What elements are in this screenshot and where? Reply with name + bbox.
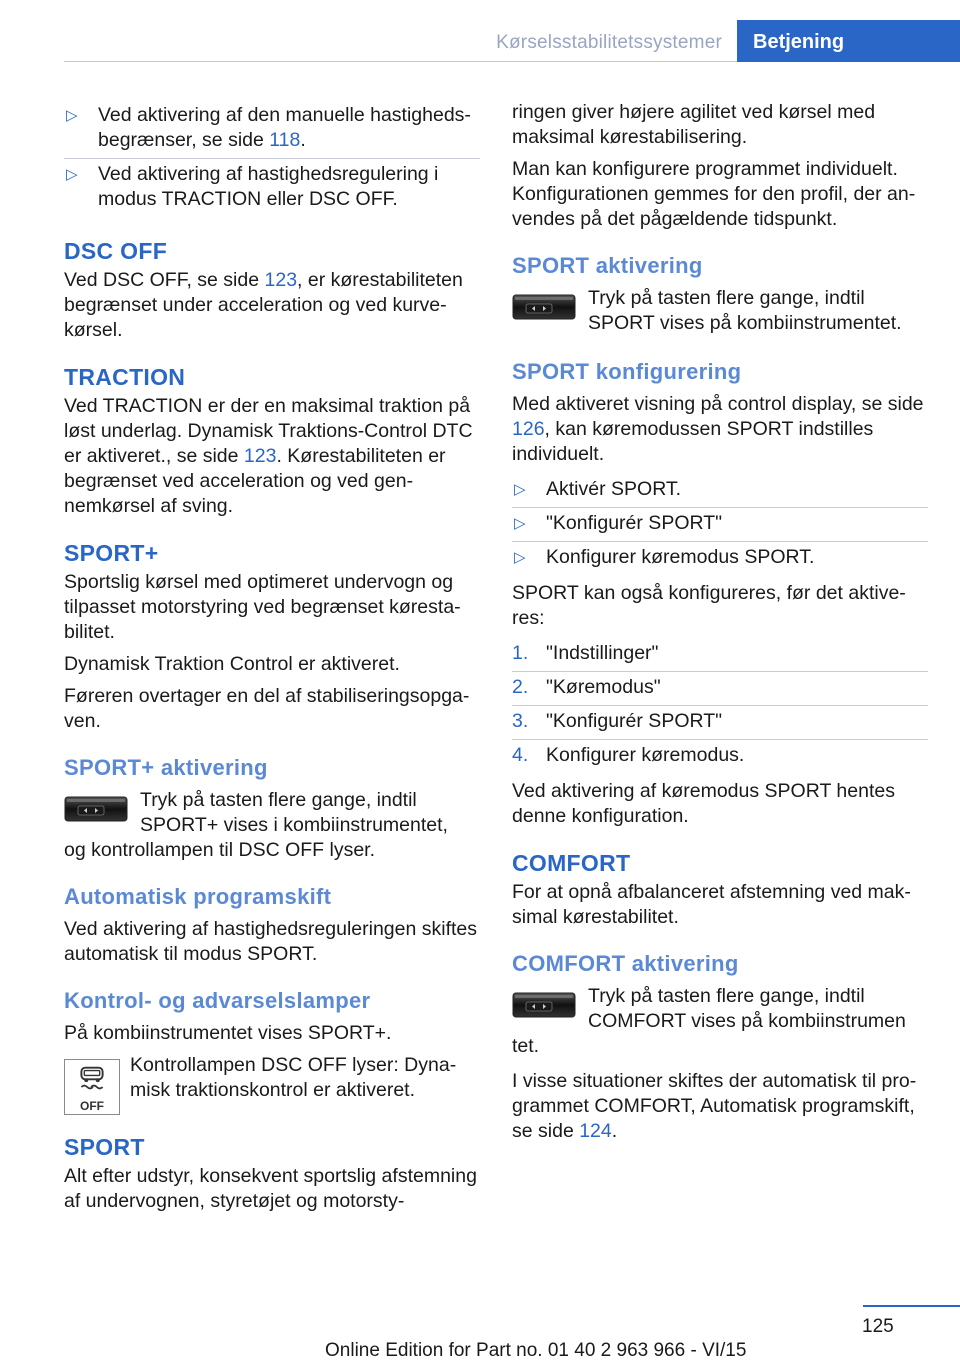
speed-limiter-bullets xyxy=(64,100,480,217)
comfort-activation-row xyxy=(512,984,928,1059)
triangle-right-icon: ▷ xyxy=(66,107,78,124)
list-item: 3. "Konfigurér SPORT" xyxy=(512,706,928,740)
sport-config-steps xyxy=(512,638,928,773)
heading-auto-program-shift: Automatisk programskift xyxy=(64,884,332,909)
sport-activation-text: Tryk på tasten flere gange, indtil SPORT vises på kombiinstrumentet. xyxy=(588,287,902,334)
heading-sport-config: SPORT konfigurering xyxy=(512,359,742,384)
triangle-right-icon: ▷ xyxy=(66,166,78,183)
sport-plus-driver-text: Føreren overtager en del af stabiliseringsopgaven. xyxy=(64,685,470,732)
auto-program-shift-text: Ved aktivering af hastighedsreguleringen skiftes automatisk til modus SPORT. xyxy=(64,918,478,965)
left-column xyxy=(64,100,480,1221)
header-chapter-tab[interactable]: Betjening xyxy=(737,20,960,62)
configure-program-text: Man kan konfigurere programmet individuelt. Konfigurationen gemmes for den profil, der anvendes på det pågældende tidspunkt. xyxy=(512,158,916,230)
page-link-124[interactable]: 124 xyxy=(579,1120,612,1142)
warning-lamps-text: På kombiinstrumentet vises SPORT+. xyxy=(64,1022,392,1044)
dsc-off-text: Ved DSC OFF, se side 123, er kørestabiliteten begrænset under acceleration og ved kurvekørsel. xyxy=(64,269,463,341)
sport-plus-text: Sportslig kørsel med optimeret undervogn og tilpasset motorstyring ved begrænset kørestabilitet. xyxy=(64,571,461,643)
triangle-right-icon: ▷ xyxy=(514,481,526,498)
header-section-title: Kørselsstabilitetssystemer xyxy=(496,32,722,53)
sport-config-end-text: Ved aktivering af køremodus SPORT hentes denne konfiguration. xyxy=(512,780,895,827)
traction-text: Ved TRACTION er der en maksimal traktion på løst underlag. Dynamisk Traktions-Control DTC er aktiveret., se side 123. Kørestabiliteten er begrænset ved acceleration og ved gennemkørsel af sving. xyxy=(64,395,473,517)
heading-sport: SPORT xyxy=(64,1134,145,1160)
lamp-label: OFF xyxy=(80,1099,104,1113)
page-header xyxy=(0,0,960,62)
dsc-off-lamp-text: Kontrollampen DSC OFF lyser: Dynamisk traktionskontrol er aktiveret. xyxy=(130,1054,457,1101)
header-divider xyxy=(64,61,737,62)
list-item: 4. Konfigurer køremodus. xyxy=(512,744,745,766)
list-item: ▷ Ved aktivering af den manuelle hastighedsbegrænser, se side 118. xyxy=(64,100,480,159)
sport-config-bullets xyxy=(512,474,928,575)
page-link-118[interactable]: 118 xyxy=(269,129,301,151)
drive-mode-switch-icon xyxy=(512,294,576,320)
list-item: ▷ Ved aktivering af hastighedsregulering i modus TRACTION eller DSC OFF. xyxy=(66,163,439,210)
heading-comfort: COMFORT xyxy=(512,850,631,876)
sport-text: Alt efter udstyr, konsekvent sportslig afstemning af undervognen, styretøjet og motorsty- xyxy=(64,1165,477,1212)
drive-mode-switch-icon xyxy=(64,796,128,822)
heading-sport-plus-activation: SPORT+ aktivering xyxy=(64,755,268,780)
drive-mode-switch-icon xyxy=(512,992,576,1018)
right-column xyxy=(512,100,928,1151)
comfort-auto-text: I visse situationer skiftes der automatisk til programmet COMFORT, Automatisk programskift, se side 124. xyxy=(512,1070,917,1142)
list-item: 1. "Indstillinger" xyxy=(512,638,928,672)
list-item: 2. "Køremodus" xyxy=(512,672,928,706)
comfort-activation-text: Tryk på tasten flere gange, indtil COMFORT vises på kombiinstrumen xyxy=(588,985,906,1032)
sport-plus-dtc-text: Dynamisk Traktion Control er aktiveret. xyxy=(64,653,400,675)
comfort-activation-cont: tet. xyxy=(512,1035,540,1057)
list-item: ▷ Konfigurer køremodus SPORT. xyxy=(514,546,815,568)
triangle-right-icon: ▷ xyxy=(514,515,526,532)
heading-dsc-off: DSC OFF xyxy=(64,238,168,264)
footer-divider xyxy=(863,1305,960,1307)
page-number: 125 xyxy=(862,1316,894,1337)
comfort-text: For at opnå afbalanceret afstemning ved maksimal kørestabilitet. xyxy=(512,881,911,928)
sport-plus-activation-row xyxy=(64,788,480,863)
dsc-off-lamp-row xyxy=(64,1053,480,1113)
sport-config-before-text: SPORT kan også konfigureres, før det aktiveres: xyxy=(512,582,906,629)
heading-sport-activation: SPORT aktivering xyxy=(512,253,703,278)
sport-continued-text: ringen giver højere agilitet ved kørsel med maksimal kørestabilisering. xyxy=(512,101,876,148)
page-link-123[interactable]: 123 xyxy=(243,445,277,467)
list-item: ▷ "Konfigurér SPORT" xyxy=(512,508,928,542)
heading-comfort-activation: COMFORT aktivering xyxy=(512,951,739,976)
page-link-126[interactable]: 126 xyxy=(512,418,545,440)
heading-traction: TRACTION xyxy=(64,364,186,390)
heading-sport-plus: SPORT+ xyxy=(64,540,159,566)
sport-config-text: Med aktiveret visning på control display, se side 126, kan køremodussen SPORT indstilles individuelt. xyxy=(512,393,924,465)
sport-plus-activation-text: Tryk på tasten flere gange, indtil SPORT+ vises i kombiinstrumentet, xyxy=(140,789,448,836)
heading-warning-lamps: Kontrol- og advarselslamper xyxy=(64,988,371,1013)
online-edition-note: Online Edition for Part no. 01 40 2 963 966 - VI/15 xyxy=(325,1340,747,1361)
triangle-right-icon: ▷ xyxy=(514,549,526,566)
list-item: ▷ Aktivér SPORT. xyxy=(512,474,928,508)
sport-plus-activation-cont: og kontrollampen til DSC OFF lyser. xyxy=(64,839,376,861)
page-link-123[interactable]: 123 xyxy=(264,269,298,291)
sport-activation-row xyxy=(512,286,928,338)
